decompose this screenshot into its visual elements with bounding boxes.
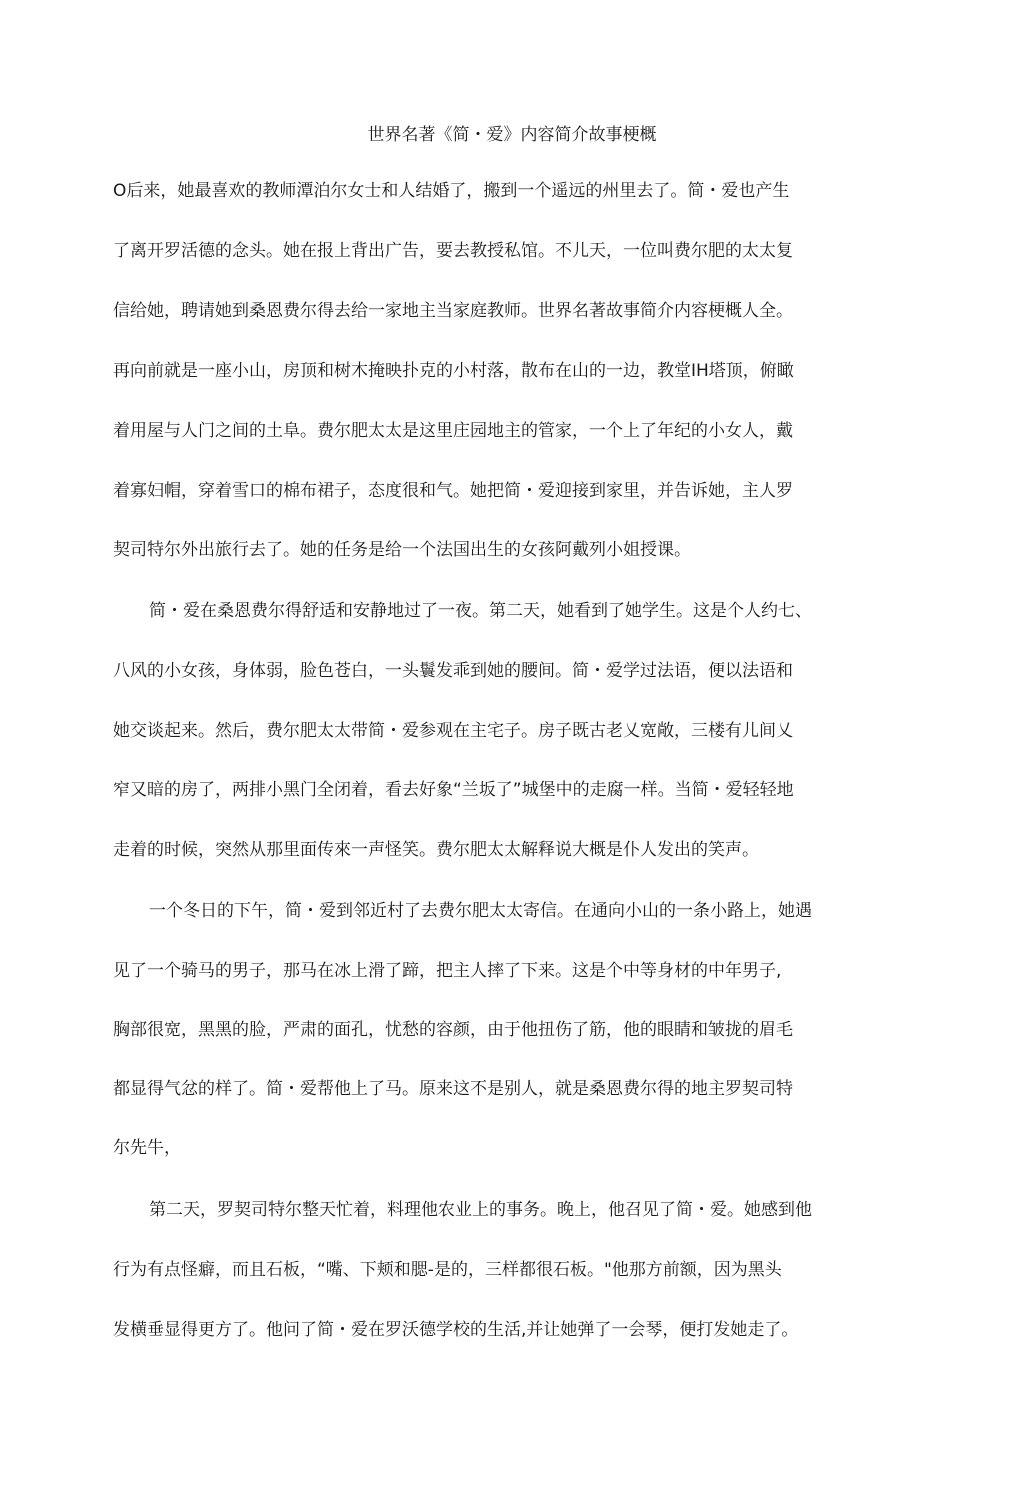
text-line: 发横垂显得更方了。他问了简・爱在罗沃德学校的生活,并让她弹了一会琴，便打发她走了。 — [113, 1320, 799, 1340]
text-line: 第二天，罗契司特尔整天忙着，料理他农业上的事务。晚上，他召见了简・爱。她感到他 — [149, 1200, 812, 1220]
text-line: O后来，她最喜欢的教师潭泊尔女士和人结婚了，搬到一个遥远的州里去了。简・爱也产生 — [113, 181, 790, 201]
text-line: 她交谈起来。然后，费尔肥太太带简・爱参观在主宅子。房子既古老乂宽敞，三楼有儿间乂 — [113, 721, 793, 741]
text-line: 着寡妇帽，穿着雪口的棉布裙子，态度很和气。她把简・爱迎接到家里，并告诉她，主人罗 — [113, 481, 793, 501]
text-line: 见了一个骑马的男子，那马在冰上滑了蹄，把主人摔了下来。这是个中等身材的中年男子, — [113, 961, 782, 981]
text-line: 都显得气忿的样了。简・爱帮他上了马。原来这不是别人，就是桑恩费尔得的地主罗契司特 — [113, 1079, 793, 1099]
text-line: 走着的时候，突然从那里面传來一声怪笑。费尔肥太太解释说大概是仆人发出的笑声。 — [113, 840, 759, 860]
document-title: 世界名著《简・爱》内容简介故事梗概 — [367, 125, 657, 145]
text-line: 着用屋与人门之间的土阜。费尔肥太太是这里庄园地主的管家，一个上了年纪的小女人，戴 — [113, 421, 793, 441]
text-line: 一个冬日的下午，简・爱到邻近村了去费尔肥太太寄信。在通向小山的一条小路上，她遇 — [149, 901, 812, 921]
text-line: 契司特尔外出旅行去了。她的任务是给一个法国出生的女孩阿戴列小姐授课。 — [113, 540, 691, 560]
text-line: 再向前就是一座小山，房顶和树木掩映扑克的小村落，散布在山的一边，教堂IH塔顶，俯瞰 — [113, 361, 794, 381]
text-line: 信给她，聘请她到桑恩费尔得去给一家地主当家庭教师。世界名著故事简介内容梗概人全。 — [113, 301, 793, 321]
text-line: 了离开罗活德的念头。她在报上背出广告，要去教授私馆。不儿天，一位叫费尔肥的太太复 — [113, 241, 793, 261]
text-line: 胸部很宽，黑黑的脸，严肃的面孔，忧愁的容颜，由于他扭伤了筋，他的眼睛和皱拢的眉毛 — [113, 1020, 793, 1040]
text-line: 八风的小女孩，身体弱，脸色苍白，一头鬟发乖到她的腰间。简・爱学过法语，便以法语和 — [113, 661, 793, 681]
text-line: 窄又暗的房了，两排小黑门全闭着，看去好象“兰坂了”城堡中的走腐一样。当简・爱轻轻地 — [113, 780, 794, 800]
text-line: 简・爱在桑恩费尔得舒适和安静地过了一夜。第二天，她看到了她学生。这是个人约七、 — [149, 601, 812, 621]
text-line: 行为有点怪癖，而且石板，“嘴、下颊和腮-是的，三样都很石板。"他那方前额，因为黑头 — [113, 1260, 782, 1280]
text-line: 尔先牛， — [113, 1138, 181, 1158]
